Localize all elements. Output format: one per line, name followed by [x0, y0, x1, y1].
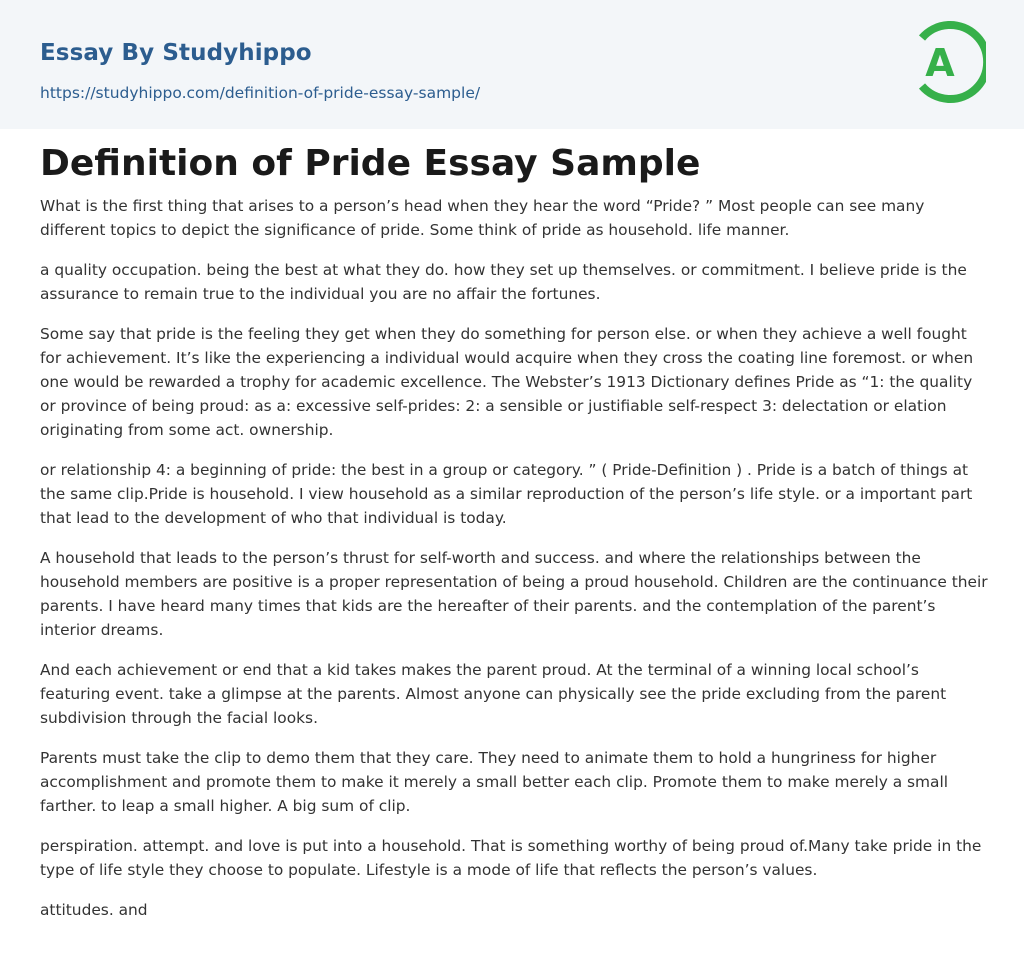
- essay-paragraph: perspiration. attempt. and love is put into a household. That is something worthy of being proud of.Many take pride in the type of life style they choose to populate. Lifestyle is a mode of life that reflects the person’s values.: [40, 837, 982, 879]
- logo-letter: A: [925, 41, 955, 85]
- essay-paragraph: a quality occupation. being the best at what they do. how they set up themselves. or commitment. I believe pride is the assurance to remain true to the individual you are no affair the fortunes.: [40, 261, 967, 303]
- essay-body: [40, 194, 990, 938]
- essay-paragraph: Some say that pride is the feeling they get when they do something for person else. or when they achieve a well fought for achievement. It’s like the experiencing a individual would acquire when they cross the coating line foremost. or when one would be rewarded a trophy for academic excellence. The Webster’s 1913 Dictionary defines Pride as “1: the quality or province of being proud: as a: excessive self-prides: 2: a sensible or justifiable self-respect 3: delectation or elation originating from some act. ownership.: [40, 325, 974, 439]
- essay-paragraph: or relationship 4: a beginning of pride: the best in a group or category. ” ( Pride-Definition ) . Pride is a batch of things at the same clip.Pride is household. I view household as a similar reproduction of the person’s life style. or a important part that lead to the development of who that individual is today.: [40, 461, 973, 527]
- essay-paragraph: What is the first thing that arises to a person’s head when they hear the word “Pride? ” Most people can see many different topics to depict the significance of pride. Some think of pride as household. life manner.: [40, 197, 925, 239]
- essay-paragraph: And each achievement or end that a kid takes makes the parent proud. At the terminal of a winning local school’s featuring event. take a glimpse at the parents. Almost anyone can physically see the pride excluding from the parent subdivision through the facial looks.: [40, 661, 947, 727]
- studyhippo-logo-icon[interactable]: [912, 19, 986, 105]
- essay-paragraph: Parents must take the clip to demo them that they care. They need to animate them to hold a hungriness for higher accomplishment and promote them to make it merely a small better each clip. Promote them to make merely a small farther. to leap a small higher. A big sum of clip.: [40, 749, 949, 815]
- essay-title: Definition of Pride Essay Sample: [40, 143, 701, 184]
- page-url-link[interactable]: https://studyhippo.com/definition-of-pride-essay-sample/: [40, 84, 481, 102]
- essay-paragraph: attitudes. and: [40, 901, 148, 919]
- site-name[interactable]: Essay By Studyhippo: [40, 40, 312, 66]
- site-header: [0, 0, 1024, 129]
- essay-paragraph: A household that leads to the person’s thrust for self-worth and success. and where the relationships between the household members are positive is a proper representation of being a proud household. Children are the continuance their parents. I have heard many times that kids are the hereafter of their parents. and the contemplation of the parent’s interior dreams.: [40, 549, 988, 639]
